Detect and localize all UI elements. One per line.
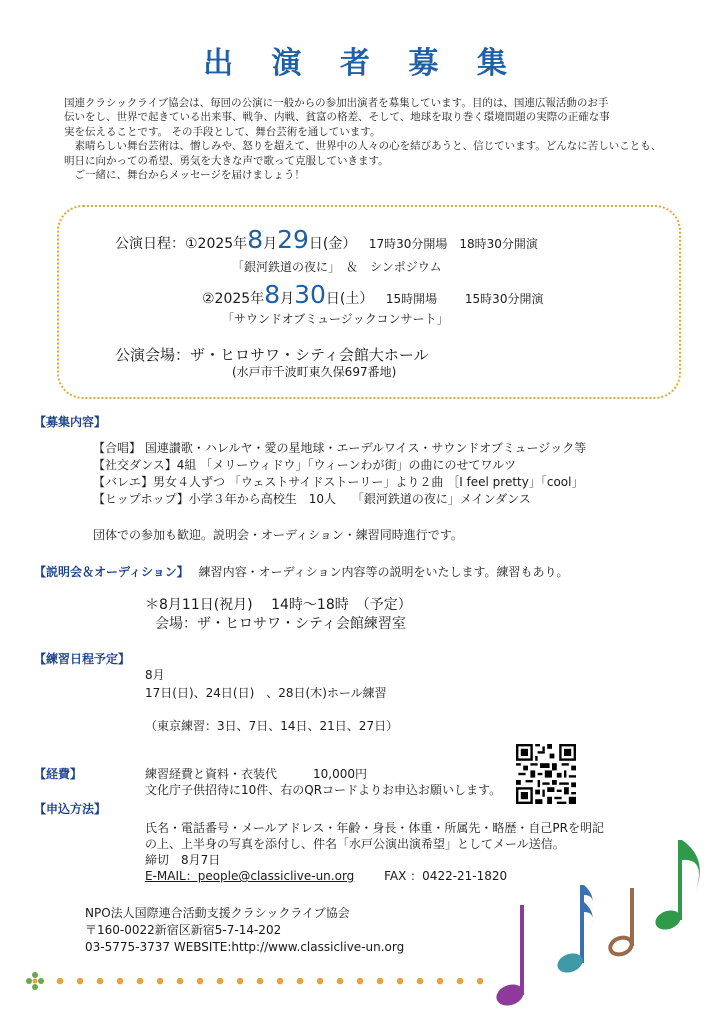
date1-day: 29 bbox=[277, 225, 309, 254]
intro-line: 実を伝えることです。 その手段として、舞台芸術を通しています。 bbox=[64, 125, 381, 138]
audition-heading: 【説明会＆オーディション】 bbox=[34, 565, 189, 579]
recruit-item: 【ヒップホップ】小学３年から高校生 10人 「銀河鉄道の夜に」メインダンス bbox=[93, 492, 531, 506]
schedule-day1 bbox=[115, 225, 538, 254]
audition-desc: 練習内容・オーディション内容等の説明をいたします。練習もあり。 bbox=[198, 565, 569, 579]
music-note-icon bbox=[555, 885, 593, 976]
cost-line1: 練習経費と資料・衣装代 10,000円 bbox=[145, 767, 367, 781]
footer-org-name: NPO法人国際連合活動支援クラシックライブ協会 bbox=[85, 906, 350, 920]
intro-line: 伝いをし、世界で起きている出来事、戦争、内戦、貧富の格差、そして、地球を取り巻く環境問題の実際の正確な事 bbox=[64, 111, 610, 124]
music-note-icon bbox=[608, 888, 634, 957]
audition-date: ＊8月11日(祝月) 14時～18時 （予定） bbox=[145, 597, 412, 613]
date1-year: ①2025年 bbox=[185, 236, 248, 252]
practice-heading: 【練習日程予定】 bbox=[34, 652, 131, 666]
dot-border-decoration bbox=[22, 960, 492, 1004]
apply-line: の上、上半身の写真を添付し、件名「水戸公演出演希望」としてメール送信。 bbox=[145, 837, 565, 851]
recruit-item: 【社交ダンス】4組 「メリーウィドウ」「ウィーンわが街」の曲にのせてワルツ bbox=[93, 458, 517, 472]
date2-month: 8 bbox=[264, 280, 281, 309]
date2-month-unit: 月 bbox=[280, 291, 295, 307]
cost-line2: 文化庁子供招待に10件、右のQRコードよりお申込お願いします。 bbox=[145, 783, 502, 797]
venue-name: ザ・ヒロサワ・シティ会館大ホール bbox=[190, 346, 429, 364]
audition-row bbox=[34, 563, 568, 580]
practice-month: 8月 bbox=[145, 668, 165, 682]
schedule-label: 公演日程： bbox=[115, 236, 185, 252]
date1-program: 「銀河鉄道の夜に」 ＆ シンポジウム bbox=[232, 260, 442, 274]
music-note-icon bbox=[493, 905, 526, 1009]
practice-tokyo: （東京練習：3日、7日、14日、21日、27日） bbox=[145, 719, 399, 733]
music-note-icons bbox=[480, 830, 720, 1020]
audition-venue: 会場：ザ・ヒロサワ・シティ会館練習室 bbox=[155, 616, 406, 632]
recruit-item: 【合唱】 国連讃歌・ハレルヤ・愛の星地球・エーデルワイス・サウンドオブミュージック等 bbox=[93, 441, 587, 455]
apply-deadline: 締切 8月7日 bbox=[145, 853, 221, 867]
recruit-heading: 【募集内容】 bbox=[34, 415, 107, 429]
music-note-icon bbox=[653, 840, 700, 933]
email-link[interactable]: E-MAIL：people@classiclive-un.org bbox=[145, 869, 355, 883]
date2-year: ②2025年 bbox=[202, 291, 265, 307]
venue bbox=[115, 344, 429, 365]
date2-times: 15時開場 15時30分開演 bbox=[385, 292, 544, 306]
date2-program: 「サウンドオブミュージックコンサート」 bbox=[222, 312, 449, 326]
footer-address: 〒160-0022新宿区新宿5-7-14-202 bbox=[85, 923, 282, 937]
recruit-list bbox=[93, 440, 586, 508]
intro-line: 国連クラシックライブ協会は、毎回の公演に一般からの参加出演者を募集しています。目的は、国連広報活動のお手 bbox=[64, 97, 609, 109]
intro-line: 素晴らしい舞台芸術は、憎しみや、怒りを超えて、世界中の人々の心を結びあうと、信じています。どんなに苦しいことも、 bbox=[64, 140, 662, 153]
intro-line: 明日に向かっての希望、勇気を大きな声で歌って克服していきます。 bbox=[64, 154, 389, 167]
apply-line: 氏名・電話番号・メールアドレス・年齢・身長・体重・所属先・略歴・自己PRを明記 bbox=[145, 821, 604, 835]
fax-number: FAX ：0422-21-1820 bbox=[384, 869, 508, 883]
cost-heading: 【経費】 bbox=[34, 767, 83, 781]
venue-address: (水戸市千波町東久保697番地) bbox=[232, 365, 397, 379]
practice-dates: 17日(日)、24日(日) 、28日(木)ホール練習 bbox=[145, 686, 387, 700]
footer-org-info bbox=[85, 905, 404, 956]
intro-line: ご一緒に、舞台からメッセージを届けましょう！ bbox=[64, 169, 305, 182]
date1-month: 8 bbox=[247, 225, 264, 254]
footer-contact: 03-5775-3737 WEBSITE:http://www.classiclive-un.org bbox=[85, 940, 405, 954]
venue-label: 公演会場： bbox=[115, 346, 191, 364]
apply-heading: 【申込方法】 bbox=[34, 802, 107, 816]
recruit-item: 【バレエ】男女４人ずつ 「ウェストサイドストーリー」より２曲 ［I feel pretty」「cool」 bbox=[93, 475, 584, 489]
qr-code-icon[interactable] bbox=[516, 744, 576, 804]
date2-day: 30 bbox=[294, 280, 326, 309]
date1-month-unit: 月 bbox=[263, 236, 278, 252]
recruit-note: 団体での参加も歓迎。説明会・オーディション・練習同時進行です。 bbox=[93, 528, 463, 542]
intro-text bbox=[64, 96, 664, 182]
date1-weekday: 日(金） bbox=[308, 236, 357, 252]
date1-times: 17時30分開場 18時30分開演 bbox=[368, 237, 538, 251]
page-title: 出 演 者 募 集 bbox=[203, 46, 521, 81]
schedule-day2 bbox=[202, 280, 543, 309]
date2-weekday: 日(土） bbox=[325, 291, 374, 307]
